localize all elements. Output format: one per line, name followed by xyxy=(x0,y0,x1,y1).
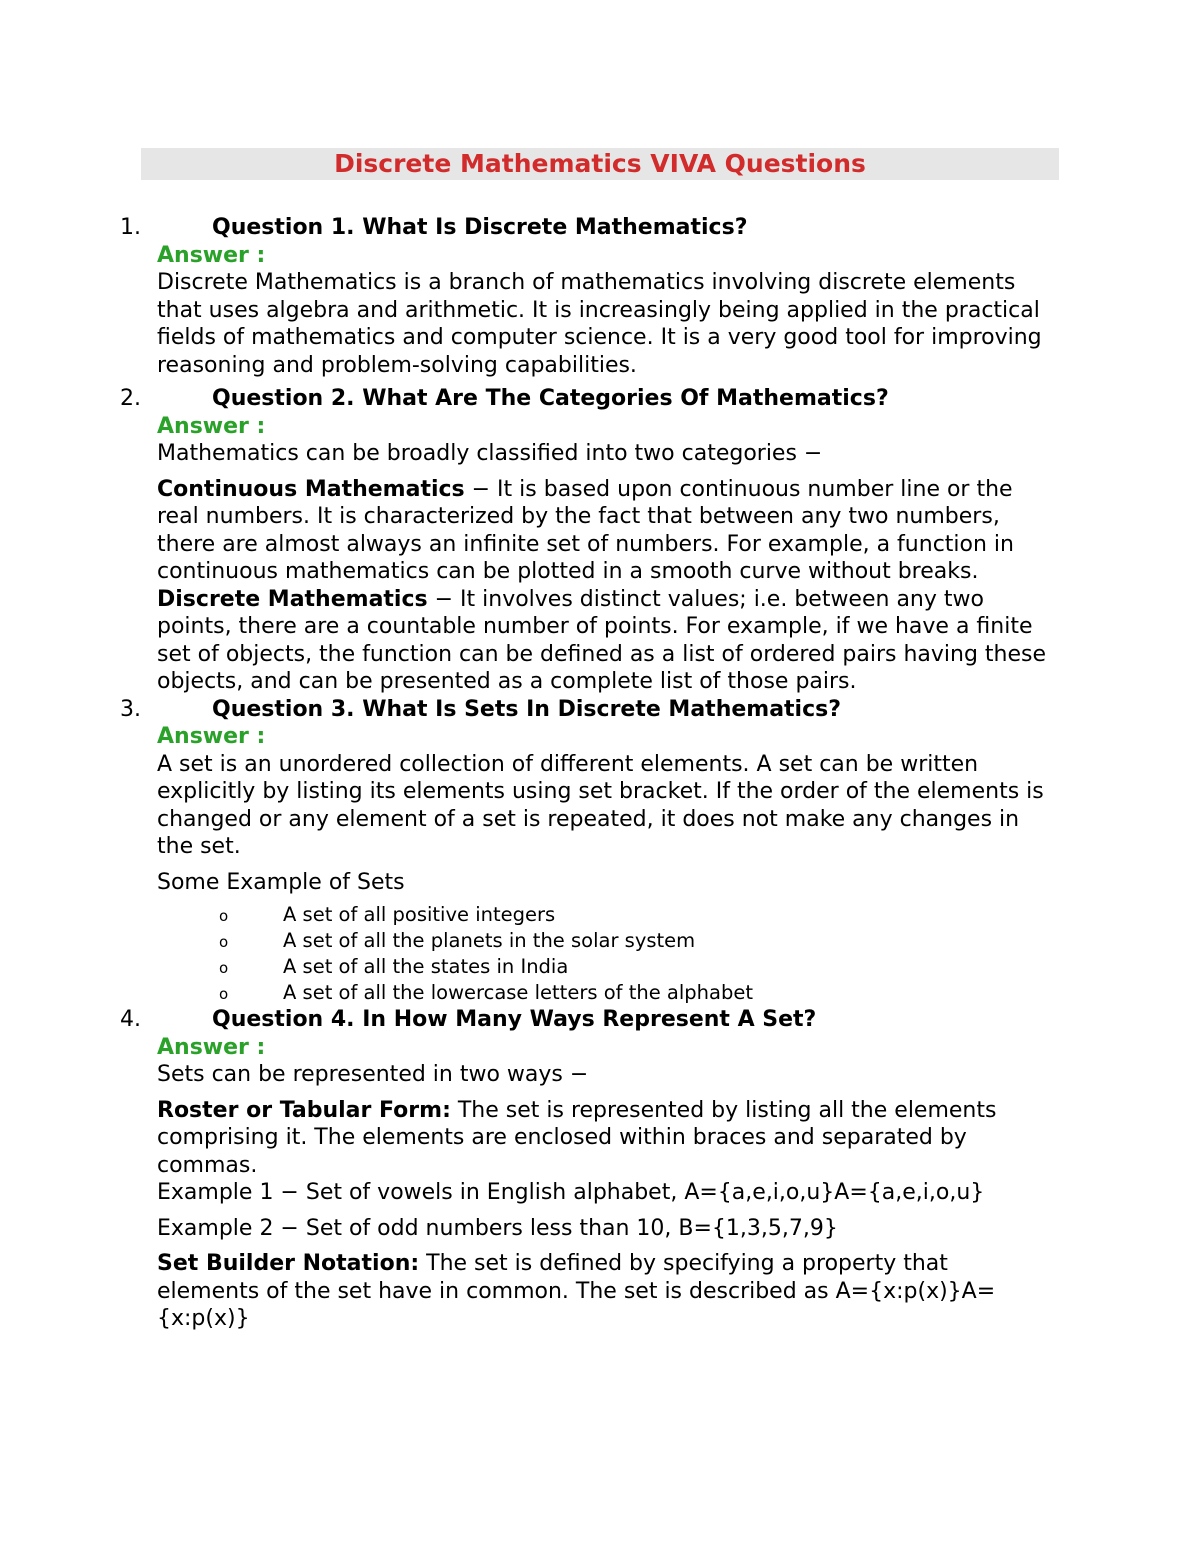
question-number: 4. xyxy=(120,1007,141,1032)
answer-intro: Sets can be represented in two ways − xyxy=(157,1062,589,1087)
roster-form-paragraph xyxy=(157,1097,1050,1180)
term-roster: Roster or Tabular Form: xyxy=(157,1097,451,1123)
question-heading: Question 4. In How Many Ways Represent A Set? xyxy=(212,1007,817,1032)
bullet-icon: o xyxy=(219,907,229,925)
question-number: 3. xyxy=(120,696,141,722)
continuous-math-text: − It is based upon continuous number line or the real numbers. It is characterized by the fact that between any two numbers, there are almost always an infinite set of numbers. For example, a function in continuous mathematics can be plotted in a smooth curve without breaks. xyxy=(157,476,1014,584)
bullet-icon: o xyxy=(219,985,229,1003)
set-builder-paragraph xyxy=(157,1250,1050,1333)
answer-text: A set is an unordered collection of different elements. A set can be written explicitly by listing its elements using set bracket. If the order of the elements is changed or any element of a set is repeated, it does not make any changes in the set. xyxy=(157,751,1044,859)
question-list xyxy=(120,214,1050,1333)
answer-label: Answer : xyxy=(157,724,266,749)
question-number: 1. xyxy=(120,215,141,240)
page-title: Discrete Mathematics VIVA Questions xyxy=(141,148,1059,180)
list-item: o A set of all the states in India xyxy=(157,954,1050,980)
term-discrete: Discrete Mathematics xyxy=(157,586,428,612)
discrete-math-paragraph xyxy=(157,586,1050,696)
question-item-2 xyxy=(120,385,1050,696)
example-2: Example 2 − Set of odd numbers less than 10, B={1,3,5,7,9} xyxy=(157,1215,838,1241)
answer-label: Answer : xyxy=(157,242,266,268)
examples-list xyxy=(157,902,1050,1006)
list-item: o A set of all positive integers xyxy=(157,902,1050,928)
roster-form-text: The set is represented by listing all the elements comprising it. The elements are enclosed within braces and separated by commas. xyxy=(157,1097,997,1178)
answer-label: Answer : xyxy=(157,1034,266,1060)
term-continuous: Continuous Mathematics xyxy=(157,476,465,502)
question-item-1 xyxy=(120,214,1050,379)
discrete-math-text: − It involves distinct values; i.e. between any two points, there are a countable number of points. For example, if we have a finite set of objects, the function can be defined as a list of ordered pairs having these objects, and can be presented as a complete list of those pairs. xyxy=(157,586,1047,694)
answer-intro: Mathematics can be broadly classified into two categories − xyxy=(157,441,823,466)
continuous-math-paragraph xyxy=(157,476,1050,586)
answer-text: Discrete Mathematics is a branch of mathematics involving discrete elements that uses algebra and arithmetic. It is increasingly being applied in the practical fields of mathematics and computer science. It is a very good tool for improving reasoning and problem-solving capabilities. xyxy=(157,270,1042,378)
question-heading: Question 3. What Is Sets In Discrete Mathematics? xyxy=(212,696,841,722)
list-item: o A set of all the planets in the solar system xyxy=(157,928,1050,954)
set-builder-text: The set is defined by specifying a property that elements of the set have in common. The set is described as A={x:p(x)}A={x:p(x)} xyxy=(157,1251,996,1331)
question-heading: Question 2. What Are The Categories Of Mathematics? xyxy=(212,386,889,411)
bullet-icon: o xyxy=(219,959,229,977)
examples-heading: Some Example of Sets xyxy=(157,869,405,895)
question-heading: Question 1. What Is Discrete Mathematics? xyxy=(212,215,748,240)
example-1: Example 1 − Set of vowels in English alphabet, A={a,e,i,o,u}A={a,e,i,o,u} xyxy=(157,1180,985,1205)
term-set-builder: Set Builder Notation: xyxy=(157,1251,420,1276)
bullet-icon: o xyxy=(219,933,229,951)
question-number: 2. xyxy=(120,386,141,411)
question-item-3 xyxy=(120,696,1050,1007)
question-item-4 xyxy=(120,1006,1050,1333)
list-item: o A set of all the lowercase letters of the alphabet xyxy=(157,980,1050,1006)
answer-label: Answer : xyxy=(157,413,266,439)
